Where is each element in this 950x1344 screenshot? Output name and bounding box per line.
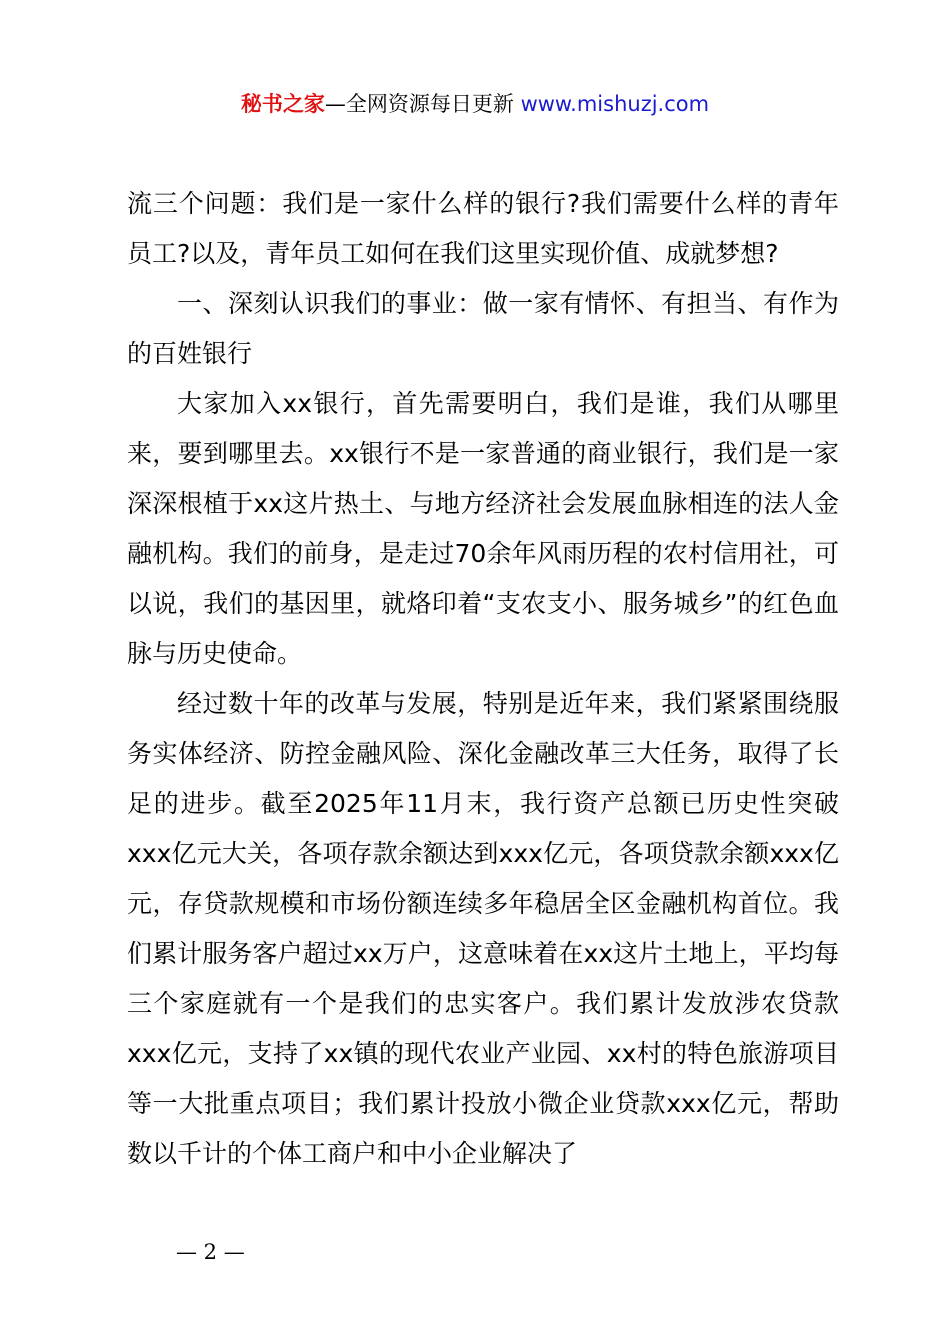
page-number: — 2 — — [176, 1240, 245, 1264]
brand-name: 秘书之家 — [240, 92, 325, 116]
header-tagline: —全网资源每日更新 — [324, 92, 514, 116]
site-url-link[interactable]: www.mishuzj.com — [520, 92, 710, 116]
section-heading: 一、深刻认识我们的事业：做一家有情怀、有担当、有作为的百姓银行 — [127, 289, 839, 368]
document-body — [127, 179, 839, 1179]
site-header — [0, 88, 950, 120]
paragraph: 大家加入xx银行，首先需要明白，我们是谁，我们从哪里来，要到哪里去。xx银行不是一家普通的商业银行，我们是一家深深根植于xx这片热土、与地方经济社会发展血脉相连的法人金融机构。我们的前身，是走过70余年风雨历程的农村信用社，可以说，我们的基因里，就烙印着“支农支小、服务城乡”的红色血脉与历史使命。 — [127, 389, 839, 668]
paragraph-continued: 流三个问题：我们是一家什么样的银行?我们需要什么样的青年员工?以及，青年员工如何在我们这里实现价值、成就梦想? — [127, 189, 839, 268]
paragraph: 经过数十年的改革与发展，特别是近年来，我们紧紧围绕服务实体经济、防控金融风险、深化金融改革三大任务，取得了长足的进步。截至2025年11月末，我行资产总额已历史性突破xxx亿元大关，各项存款余额达到xxx亿元，各项贷款余额xxx亿元，存贷款规模和市场份额连续多年稳居全区金融机构首位。我们累计服务客户超过xx万户，这意味着在xx这片土地上，平均每三个家庭就有一个是我们的忠实客户。我们累计发放涉农贷款xxx亿元，支持了xx镇的现代农业产业园、xx村的特色旅游项目等一大批重点项目；我们累计投放小微企业贷款xxx亿元，帮助数以千计的个体工商户和中小企业解决了 — [127, 689, 839, 1168]
